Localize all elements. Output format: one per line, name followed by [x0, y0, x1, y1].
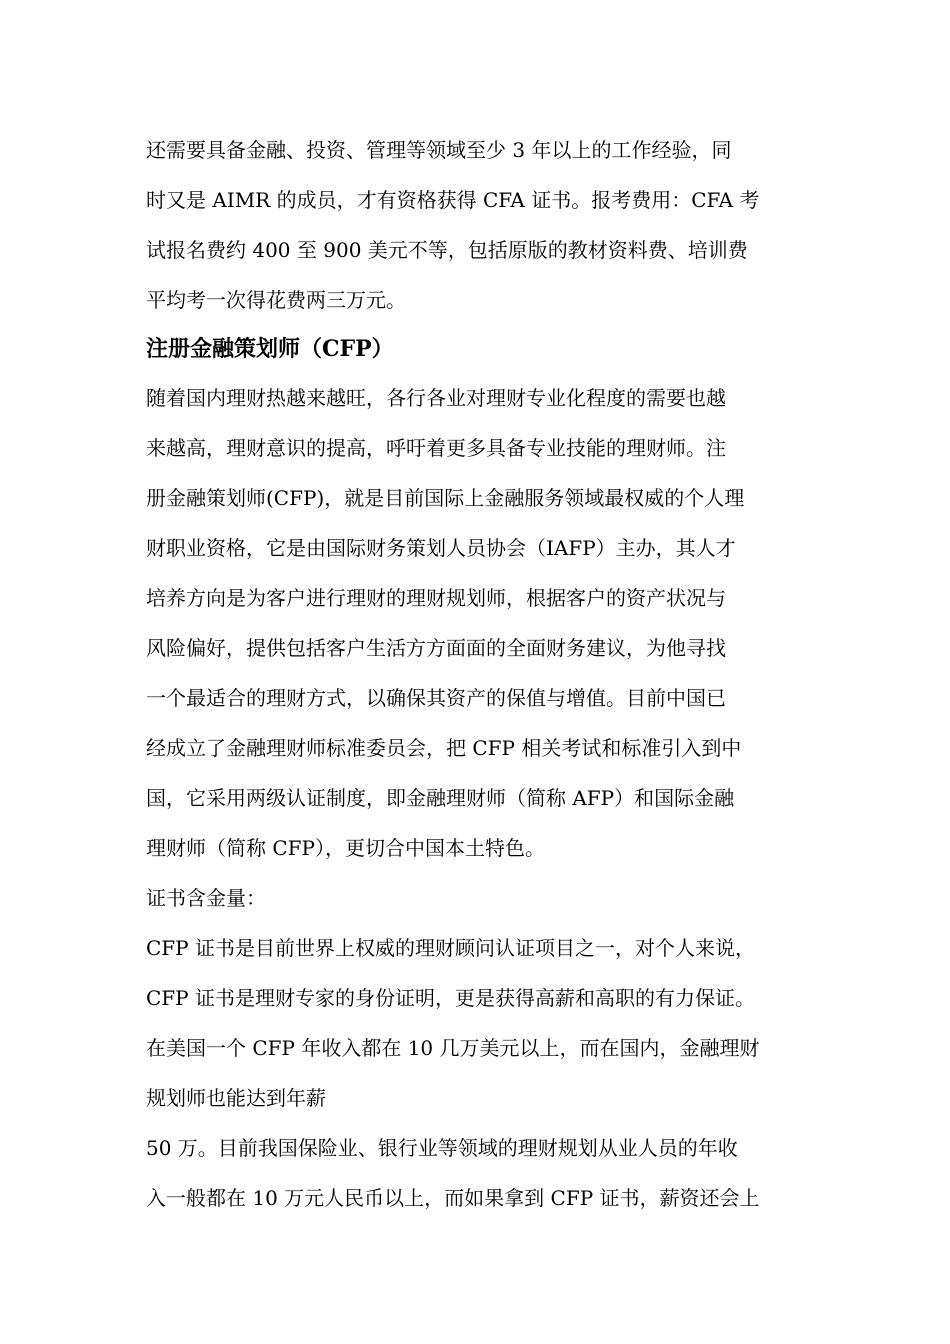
paragraph2-line-10: 理财师（简称 CFP），更切合中国本土特色。 — [146, 836, 545, 860]
paragraph2-line-5: 培养方向是为客户进行理财的理财规划师，根据客户的资产状况与 — [146, 586, 726, 610]
paragraph2-line-9: 国，它采用两级认证制度，即金融理财师（简称 AFP）和国际金融 — [146, 786, 735, 810]
paragraph2-line-6: 风险偏好，提供包括客户生活方方面面的全面财务建议，为他寻找 — [146, 636, 726, 660]
paragraph3-line-5: 50 万。目前我国保险业、银行业等领域的理财规划从业人员的年收 — [146, 1136, 738, 1160]
paragraph2-line-3: 册金融策划师(CFP)，就是目前国际上金融服务领域最权威的个人理 — [146, 486, 745, 510]
paragraph3-line-2: CFP 证书是理财专家的身份证明，更是获得高薪和高职的有力保证。 — [146, 986, 755, 1010]
paragraph2-line-2: 来越高，理财意识的提高，呼吁着更多具备专业技能的理财师。注 — [146, 436, 726, 460]
paragraph2-line-8: 经成立了金融理财师标准委员会，把 CFP 相关考试和标准引入到中 — [146, 736, 742, 760]
paragraph1-line-3: 试报名费约 400 至 900 美元不等，包括原版的教材资料费、培训费 — [146, 238, 748, 262]
paragraph1-line-4: 平均考一次得花费两三万元。 — [146, 288, 406, 312]
paragraph3-line-3: 在美国一个 CFP 年收入都在 10 几万美元以上，而在国内，金融理财 — [146, 1036, 760, 1060]
paragraph3-line-4: 规划师也能达到年薪 — [146, 1086, 326, 1110]
paragraph3-line-1: CFP 证书是目前世界上权威的理财顾问认证项目之一，对个人来说， — [146, 936, 755, 960]
paragraph1-line-2: 时又是 AIMR 的成员，才有资格获得 CFA 证书。报考费用：CFA 考 — [146, 188, 760, 212]
paragraph2-line-1: 随着国内理财热越来越旺，各行各业对理财专业化程度的需要也越 — [146, 386, 726, 410]
paragraph2-line-4: 财职业资格，它是由国际财务策划人员协会（IAFP）主办，其人才 — [146, 536, 736, 560]
paragraph3-line-6: 入一般都在 10 万元人民币以上，而如果拿到 CFP 证书，薪资还会上 — [146, 1186, 760, 1210]
section-heading: 注册金融策划师（CFP） — [146, 336, 394, 362]
paragraph1-line-1: 还需要具备金融、投资、管理等领域至少 3 年以上的工作经验，同 — [146, 138, 732, 162]
paragraph2-line-7: 一个最适合的理财方式，以确保其资产的保值与增值。目前中国已 — [146, 686, 726, 710]
certificate-value-label: 证书含金量： — [146, 886, 266, 910]
